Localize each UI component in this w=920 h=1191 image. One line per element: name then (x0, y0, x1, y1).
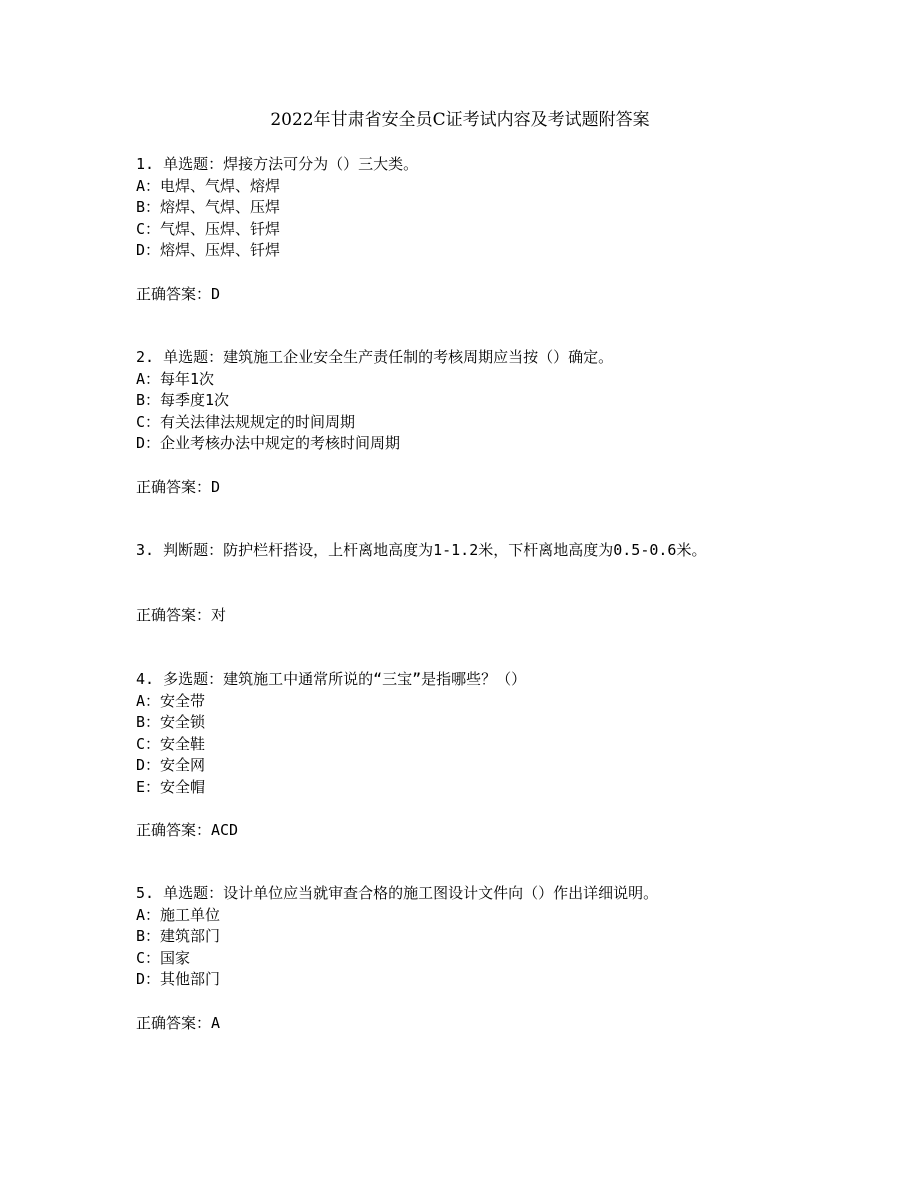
question-2-answer: 正确答案：D (136, 478, 221, 496)
question-4-answer: 正确答案：ACD (136, 821, 239, 839)
question-2-option-d: D：企业考核办法中规定的考核时间周期 (136, 434, 401, 453)
question-1-option-a: A：电焊、气焊、熔焊 (136, 176, 281, 195)
question-4-option-d: D：安全网 (136, 756, 206, 775)
question-4-option-b: B：安全锁 (136, 713, 206, 732)
question-3-answer: 正确答案：对 (136, 606, 227, 624)
question-1-option-b: B：熔焊、气焊、压焊 (136, 198, 281, 217)
question-3 (136, 540, 876, 562)
document-title: 2022年甘肃省安全员C证考试内容及考试题附答案 (270, 110, 650, 130)
question-4-option-e: E：安全帽 (136, 777, 206, 796)
question-5-option-d: D：其他部门 (136, 970, 221, 989)
question-2-option-b: B：每季度1次 (136, 391, 230, 410)
question-4 (136, 669, 876, 799)
question-5-option-a: A：施工单位 (136, 905, 221, 924)
question-5-answer: 正确答案：A (136, 1014, 221, 1032)
question-4-option-c: C：安全鞋 (136, 734, 206, 753)
question-2 (136, 347, 876, 455)
question-2-option-c: C：有关法律法规规定的时间周期 (136, 412, 356, 431)
question-1-option-c: C：气焊、压焊、钎焊 (136, 219, 281, 238)
question-5-option-c: C：国家 (136, 948, 191, 967)
question-5 (136, 883, 876, 991)
question-3-stem: 3. 判断题：防护栏杆搭设，上杆离地高度为1-1.2米，下杆离地高度为0.5-0.6米。 (136, 541, 707, 559)
question-4-stem: 4. 多选题：建筑施工中通常所说的“三宝”是指哪些？（） (136, 670, 527, 688)
question-2-stem: 2. 单选题：建筑施工企业安全生产责任制的考核周期应当按（）确定。 (136, 348, 614, 366)
question-5-option-b: B：建筑部门 (136, 927, 221, 946)
question-4-option-a: A：安全带 (136, 691, 206, 710)
question-5-stem: 5. 单选题：设计单位应当就审查合格的施工图设计文件向（）作出详细说明。 (136, 884, 659, 902)
question-1-option-d: D：熔焊、压焊、钎焊 (136, 241, 281, 260)
question-1-answer: 正确答案：D (136, 285, 221, 303)
question-1-stem: 1. 单选题：焊接方法可分为（）三大类。 (136, 155, 419, 173)
question-2-option-a: A：每年1次 (136, 369, 215, 388)
question-1 (136, 154, 876, 262)
